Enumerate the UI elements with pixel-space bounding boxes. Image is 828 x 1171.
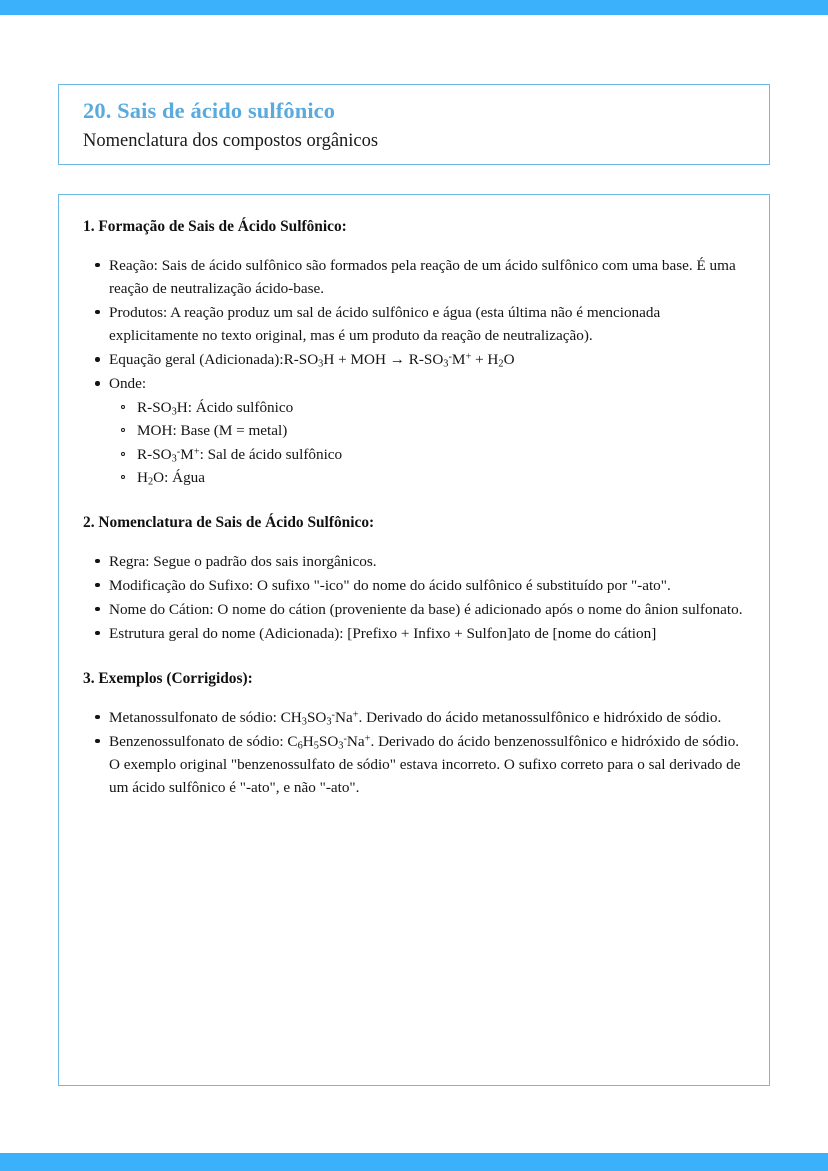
list-item-text: Regra: Segue o padrão dos sais inorgânicos. xyxy=(109,552,377,570)
content-section xyxy=(83,513,745,645)
list-item xyxy=(83,348,745,371)
accent-bar-top xyxy=(0,0,828,15)
list-item-text: Onde: xyxy=(109,375,147,393)
list-item xyxy=(83,622,745,645)
sub-bullet-list xyxy=(109,396,745,488)
list-item xyxy=(83,550,745,573)
page-title: 20. Sais de ácido sulfônico xyxy=(83,98,336,123)
document-header-card xyxy=(58,84,770,165)
list-item-text: Modificação do Sufixo: O sufixo "-ico" do nome do ácido sulfônico é substituído por "-ato". xyxy=(109,576,671,594)
sub-list-item-text: MOH: Base (M = metal) xyxy=(137,422,288,440)
sub-list-item xyxy=(109,396,745,419)
list-item-text: Metanossulfonato de sódio: $CH_3SO_3^-Na^+$. Derivado do ácido metanossulfônico e hidróxido de sódio. xyxy=(109,708,722,727)
list-item-text: Equação geral $(Adicionada):R-SO_3H$ + MOH → $R-SO_3^-M^+ + H_2O$ xyxy=(109,351,515,370)
page-subtitle: Nomenclatura dos compostos orgânicos xyxy=(83,130,379,151)
content-section xyxy=(83,217,745,489)
list-item xyxy=(83,372,745,488)
content-section xyxy=(83,669,745,799)
accent-bar-bottom xyxy=(0,1153,828,1171)
sub-list-item-text: $R-SO_3H$: Ácido sulfônico xyxy=(137,399,294,418)
sub-list-item-text: $R-SO_3^-M^+$: Sal de ácido sulfônico xyxy=(137,445,343,464)
list-item-text: Reação: Sais de ácido sulfônico são formados pela reação de um ácido sulfônico com uma base. É uma reação de neutralização ácido-base. xyxy=(109,256,736,297)
bullet-list xyxy=(83,706,745,799)
list-item xyxy=(83,598,745,621)
list-item xyxy=(83,254,745,300)
list-item xyxy=(83,730,745,799)
sub-list-item-text: $H_2O$: Água xyxy=(137,468,206,487)
sub-list-item xyxy=(109,466,745,489)
list-item-text: Nome do Cátion: O nome do cátion (proveniente da base) é adicionado após o nome do ânion sulfonato. xyxy=(109,600,743,618)
sections-container xyxy=(83,217,745,799)
bullet-list xyxy=(83,550,745,645)
list-item-text: Benzenossulfonato de sódio: $C_6H_5SO_3^-Na^+$. Derivado do ácido benzenossulfônico e hidróxido de sódio. O exemplo original "benzenossulfato de sódio" estava incorreto. O sufixo correto para o sal derivado de um ácido sulfônico é "-ato", e não "-ato". xyxy=(109,732,741,796)
list-item-text: Estrutura geral do nome (Adicionada): [Prefixo + Infixo + Sulfon]ato de [nome do cátion] xyxy=(109,624,657,642)
section-heading: 1. Formação de Sais de Ácido Sulfônico: xyxy=(83,218,347,235)
list-item xyxy=(83,706,745,729)
section-heading: 3. Exemplos (Corrigidos): xyxy=(83,669,253,687)
document-content-card xyxy=(58,194,770,1086)
sub-list-item xyxy=(109,419,745,442)
list-item-text: Produtos: A reação produz um sal de ácido sulfônico e água (esta última não é mencionada explicitamente no texto original, mas é um produto da reação de neutralização). xyxy=(109,303,661,345)
section-heading: 2. Nomenclatura de Sais de Ácido Sulfônico: xyxy=(83,513,375,531)
bullet-list xyxy=(83,254,745,489)
sub-list-item xyxy=(109,443,745,466)
list-item xyxy=(83,301,745,347)
list-item xyxy=(83,574,745,597)
